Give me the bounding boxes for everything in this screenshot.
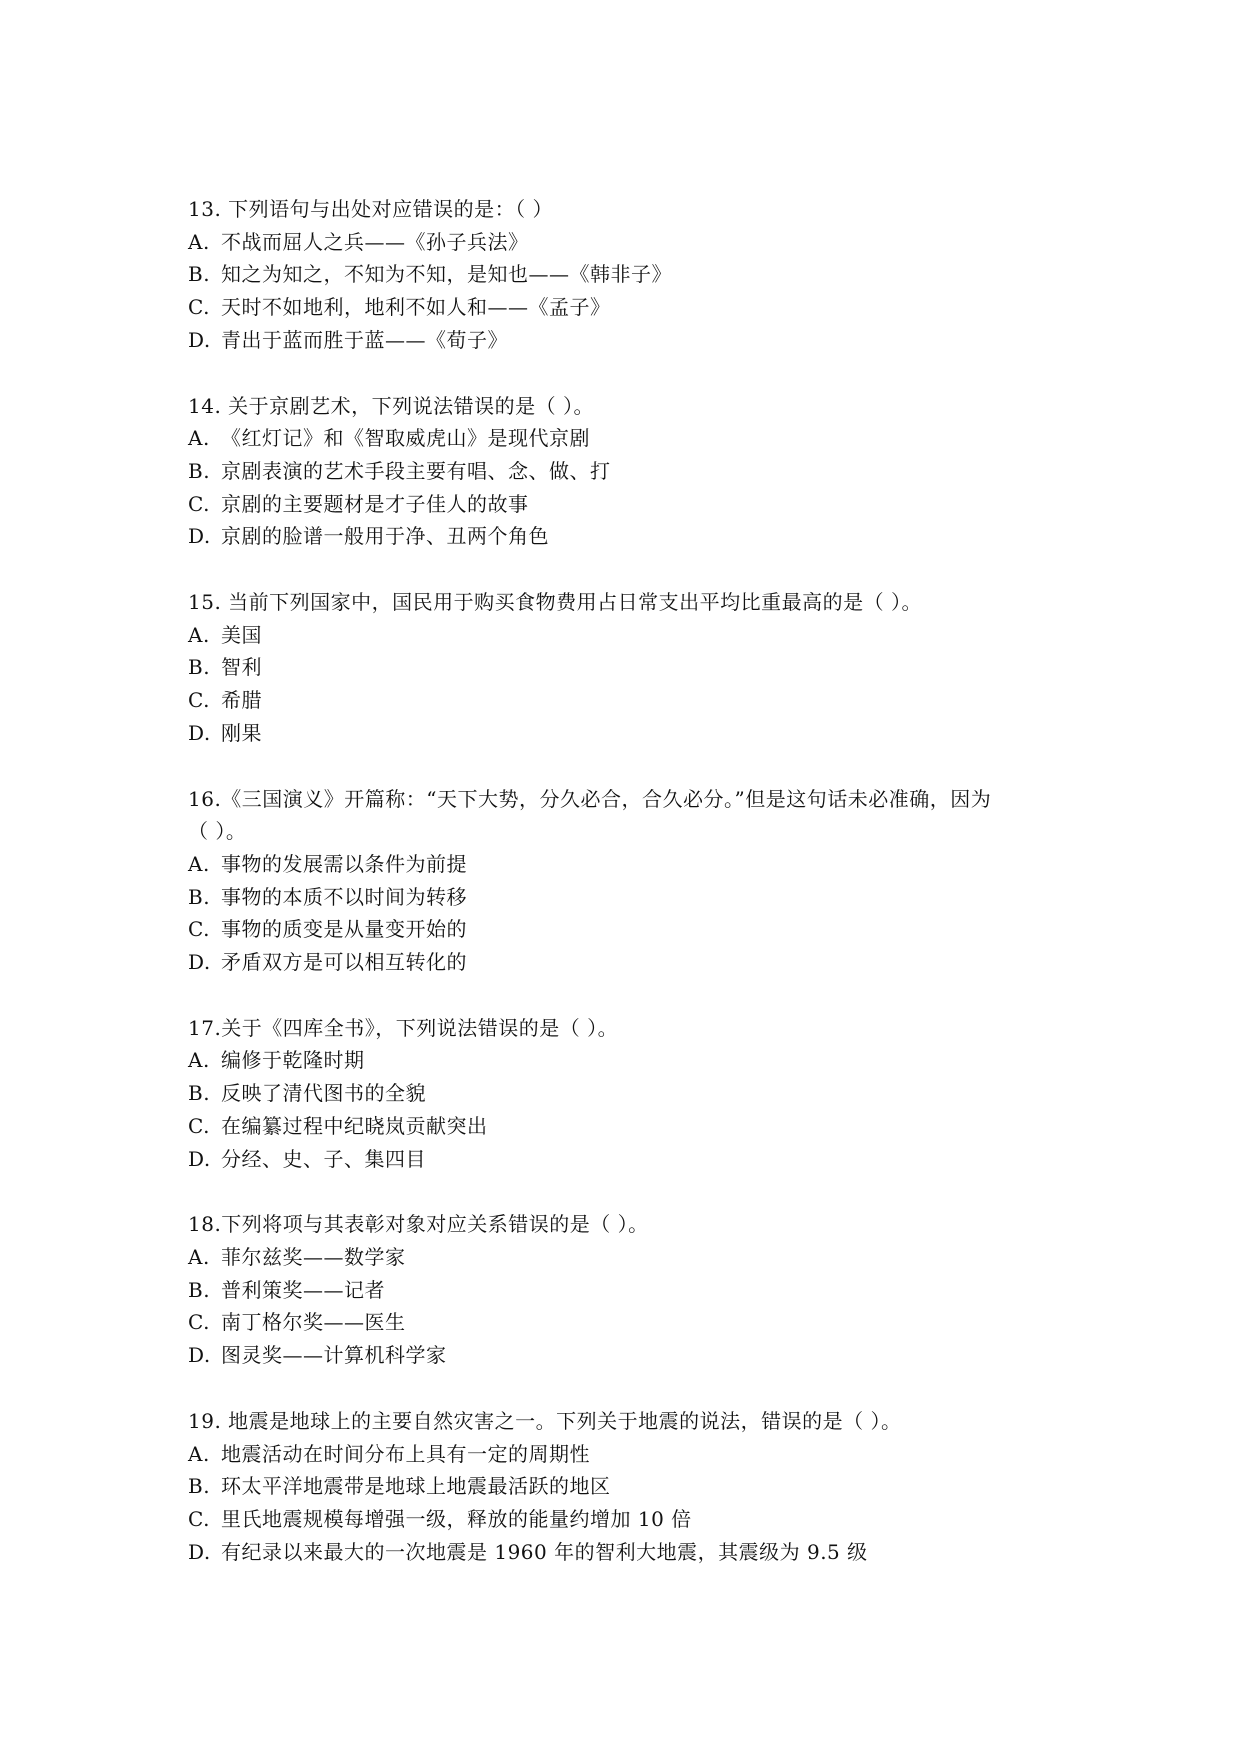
- option-letter: A.: [188, 622, 210, 647]
- question-stem: 13. 下列语句与出处对应错误的是：（ ）: [188, 197, 554, 221]
- question-stem: 16.《三国演义》开篇称：“天下大势，分久必合，合久必分。”但是这句话未必准确，因为: [188, 786, 992, 811]
- question-19: [188, 1405, 1088, 1569]
- option-b: [188, 1077, 1088, 1110]
- option-letter: C.: [188, 1506, 210, 1531]
- option-text: 不战而屈人之兵——《孙子兵法》: [221, 229, 529, 254]
- option-letter: B.: [188, 884, 211, 909]
- option-text: 地震活动在时间分布上具有一定的周期性: [221, 1441, 590, 1466]
- option-a: [188, 422, 1088, 455]
- question-17: [188, 1012, 1088, 1176]
- option-c: [188, 1503, 1088, 1536]
- option-d: [188, 1143, 1088, 1176]
- option-text: 天时不如地利，地利不如人和——《孟子》: [221, 295, 611, 320]
- option-letter: B.: [188, 655, 211, 680]
- option-d: [188, 520, 1088, 553]
- question-stem-continuation: （ ）。: [188, 819, 247, 844]
- option-letter: B.: [188, 262, 211, 287]
- option-letter: D.: [188, 950, 211, 975]
- option-letter: D.: [188, 1539, 211, 1564]
- option-text: 在编纂过程中纪晓岚贡献突出: [221, 1113, 488, 1138]
- option-d: [188, 717, 1088, 750]
- option-b: [188, 1470, 1088, 1503]
- question-13: [188, 193, 1088, 357]
- option-text: 南丁格尔奖——医生: [221, 1310, 406, 1335]
- option-text: 环太平洋地震带是地球上地震最活跃的地区: [221, 1474, 611, 1499]
- option-letter: B.: [188, 1081, 211, 1106]
- option-text: 事物的发展需以条件为前提: [221, 851, 467, 876]
- option-letter: D.: [188, 1146, 211, 1171]
- question-18: [188, 1208, 1088, 1372]
- option-text: 图灵奖——计算机科学家: [221, 1343, 447, 1368]
- option-letter: D.: [188, 720, 211, 745]
- option-c: [188, 488, 1088, 521]
- option-d: [188, 1536, 1088, 1569]
- question-stem: 19. 地震是地球上的主要自然灾害之一。下列关于地震的说法，错误的是（ ）。: [188, 1408, 902, 1433]
- option-letter: D.: [188, 524, 211, 549]
- option-text: 希腊: [221, 688, 262, 713]
- option-c: [188, 684, 1088, 717]
- option-letter: B.: [188, 1474, 211, 1499]
- option-letter: D.: [188, 1343, 211, 1368]
- option-d: [188, 1339, 1088, 1372]
- option-text: 有纪录以来最大的一次地震是 1960 年的智利大地震，其震级为 9.5 级: [221, 1539, 868, 1564]
- option-letter: C.: [188, 1310, 210, 1335]
- option-d: [188, 946, 1088, 979]
- question-16: [188, 783, 1088, 979]
- option-letter: A.: [188, 426, 210, 451]
- option-letter: C.: [188, 491, 210, 516]
- question-stem: 15. 当前下列国家中，国民用于购买食物费用占日常支出平均比重最高的是（ ）。: [188, 590, 923, 615]
- option-text: 美国: [221, 622, 262, 647]
- option-a: [188, 226, 1088, 259]
- option-text: 事物的质变是从量变开始的: [221, 917, 467, 942]
- option-text: 编修于乾隆时期: [221, 1048, 365, 1073]
- option-letter: A.: [188, 1244, 210, 1269]
- option-text: 事物的本质不以时间为转移: [221, 884, 467, 909]
- question-15: [188, 586, 1088, 750]
- question-stem: 14. 关于京剧艺术，下列说法错误的是（ ）。: [188, 393, 595, 418]
- question-list: [188, 193, 1088, 1601]
- option-text: 里氏地震规模每增强一级，释放的能量约增加 10 倍: [221, 1506, 692, 1531]
- question-stem: 17.关于《四库全书》，下列说法错误的是（ ）。: [188, 1015, 619, 1040]
- option-letter: A.: [188, 851, 210, 876]
- option-text: 《红灯记》和《智取威虎山》是现代京剧: [221, 426, 590, 451]
- option-text: 京剧表演的艺术手段主要有唱、念、做、打: [221, 458, 611, 483]
- option-text: 分经、史、子、集四目: [221, 1146, 426, 1171]
- option-text: 知之为知之，不知为不知，是知也——《韩非子》: [221, 262, 672, 287]
- option-letter: C.: [188, 917, 210, 942]
- option-a: [188, 1438, 1088, 1471]
- option-a: [188, 1241, 1088, 1274]
- option-b: [188, 651, 1088, 684]
- option-text: 智利: [221, 655, 262, 680]
- option-text: 刚果: [221, 720, 262, 745]
- option-text: 普利策奖——记者: [221, 1277, 385, 1302]
- option-b: [188, 455, 1088, 488]
- option-letter: A.: [188, 229, 210, 254]
- option-letter: C.: [188, 1113, 210, 1138]
- option-c: [188, 913, 1088, 946]
- option-text: 矛盾双方是可以相互转化的: [221, 950, 467, 975]
- option-letter: A.: [188, 1441, 210, 1466]
- option-a: [188, 619, 1088, 652]
- option-b: [188, 881, 1088, 914]
- option-c: [188, 291, 1088, 324]
- option-c: [188, 1306, 1088, 1339]
- option-letter: C.: [188, 688, 210, 713]
- option-b: [188, 1274, 1088, 1307]
- option-text: 青出于蓝而胜于蓝——《荀子》: [221, 327, 508, 352]
- option-d: [188, 324, 1088, 357]
- option-letter: A.: [188, 1048, 210, 1073]
- option-a: [188, 1044, 1088, 1077]
- option-letter: B.: [188, 458, 211, 483]
- question-stem: 18.下列将项与其表彰对象对应关系错误的是（ ）。: [188, 1212, 649, 1237]
- option-text: 京剧的脸谱一般用于净、丑两个角色: [221, 524, 549, 549]
- question-14: [188, 390, 1088, 554]
- option-letter: D.: [188, 327, 211, 352]
- option-c: [188, 1110, 1088, 1143]
- option-text: 菲尔兹奖——数学家: [221, 1244, 406, 1269]
- option-text: 京剧的主要题材是才子佳人的故事: [221, 491, 529, 516]
- option-text: 反映了清代图书的全貌: [221, 1081, 426, 1106]
- option-a: [188, 848, 1088, 881]
- option-b: [188, 258, 1088, 291]
- option-letter: C.: [188, 295, 210, 320]
- option-letter: B.: [188, 1277, 211, 1302]
